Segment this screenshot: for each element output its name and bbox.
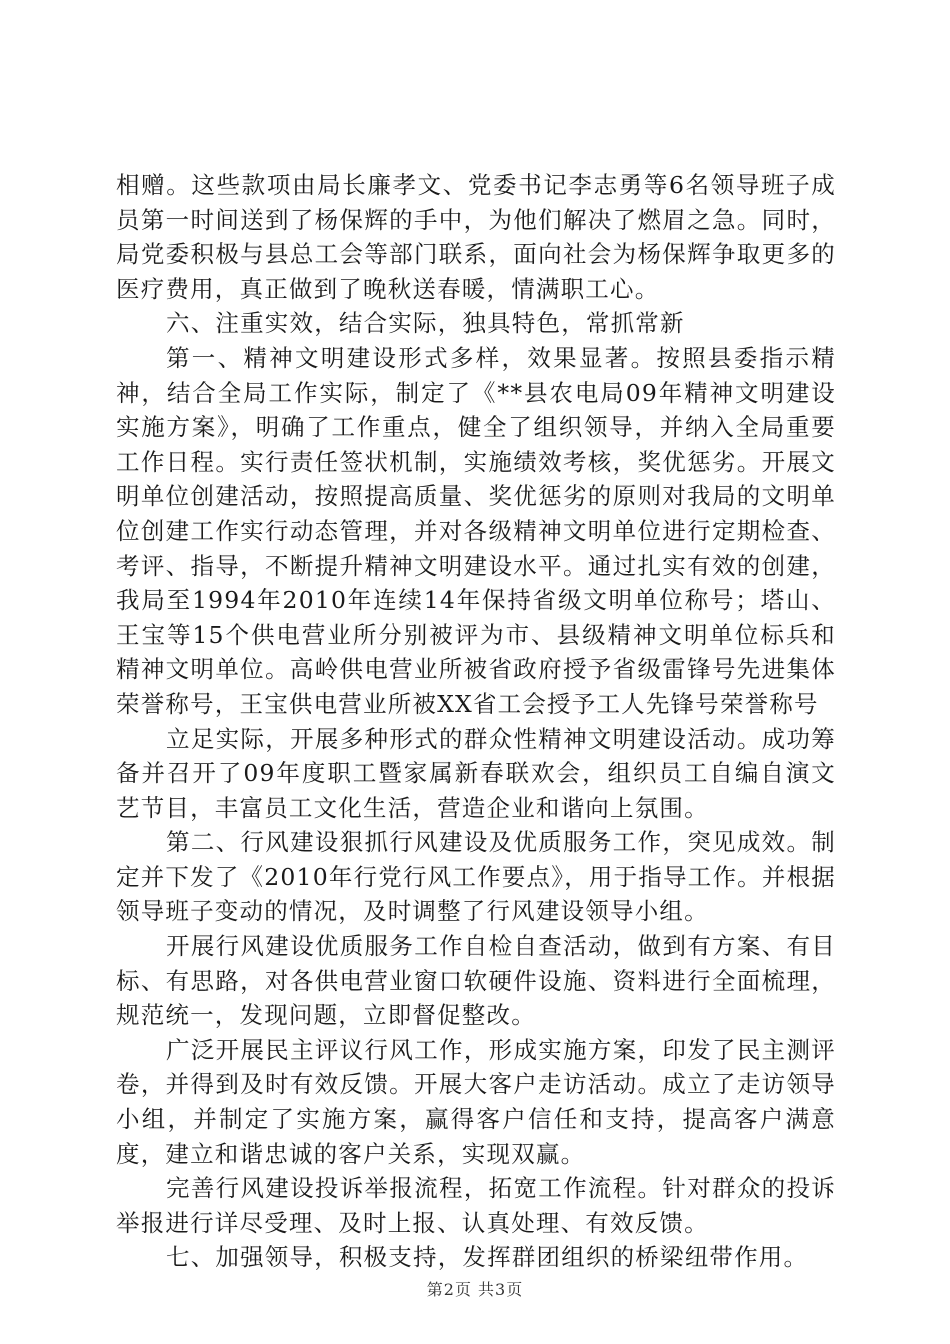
paragraph-mass-activities: 立足实际，开展多种形式的群众性精神文明建设活动。成功筹备并召开了09年度职工暨家属新春联欢会，组织员工自编自演文艺节目，丰富员工文化生活，营造企业和谐向上氛围。 xyxy=(116,724,836,822)
page-number-footer: 第2页 共3页 xyxy=(426,1280,524,1299)
paragraph-complaints: 完善行风建设投诉举报流程，拓宽工作流程。针对群众的投诉举报进行详尽受理、及时上报、认真处理、有效反馈。 xyxy=(116,1174,836,1237)
section-heading-7: 七、加强领导，积极支持，发挥群团组织的桥梁纽带作用。 xyxy=(166,1243,809,1272)
paragraph-1: 相赠。这些款项由局长廉孝文、党委书记李志勇等6名领导班子成员第一时间送到了杨保辉的手中，为他们解决了燃眉之急。同时，局党委积极与县总工会等部门联系，面向社会为杨保辉争取更多的医疗费用，真正做到了晚秋送春暖，情满职工心。 xyxy=(116,171,836,303)
paragraph-self-inspection: 开展行风建设优质服务工作自检自查活动，做到有方案、有目标、有思路，对各供电营业窗口软硬件设施、资料进行全面梳理，规范统一，发现问题，立即督促整改。 xyxy=(116,932,836,1030)
paragraph-civilization: 第一、精神文明建设形式多样，效果显著。按照县委指示精神，结合全局工作实际，制定了《**县农电局09年精神文明建设实施方案》，明确了工作重点，健全了组织领导，并纳入全局重要工作日程。实行责任签状机制，实施绩效考核，奖优惩劣。开展文明单位创建活动，按照提高质量、奖优惩劣的原则对我局的文明单位创建工作实行动态管理，并对各级精神文明单位进行定期检查、考评、指导，不断提升精神文明建设水平。通过扎实有效的创建，我局至1994年2010年连续14年保持省级文明单位称号；塔山、王宝等15个供电营业所分别被评为市、县级精神文明单位标兵和精神文明单位。高岭供电营业所被省政府授予省级雷锋号先进集体荣誉称号，王宝供电营业所被XX省工会授予工人先锋号荣誉称号 xyxy=(116,343,836,718)
paragraph-democratic-review: 广泛开展民主评议行风工作，形成实施方案，印发了民主测评卷，并得到及时有效反馈。开展大客户走访活动。成立了走访领导小组，并制定了实施方案，赢得客户信任和支持，提高客户满意度，建立和谐忠诚的客户关系，实现双赢。 xyxy=(116,1035,836,1168)
section-heading-6: 六、注重实效，结合实际，独具特色，常抓常新 xyxy=(166,309,685,338)
paragraph-conduct: 第二、行风建设狠抓行风建设及优质服务工作，突见成效。制定并下发了《2010年行党行风工作要点》，用于指导工作。并根据领导班子变动的情况，及时调整了行风建设领导小组。 xyxy=(116,828,836,926)
document-body xyxy=(116,168,836,1275)
